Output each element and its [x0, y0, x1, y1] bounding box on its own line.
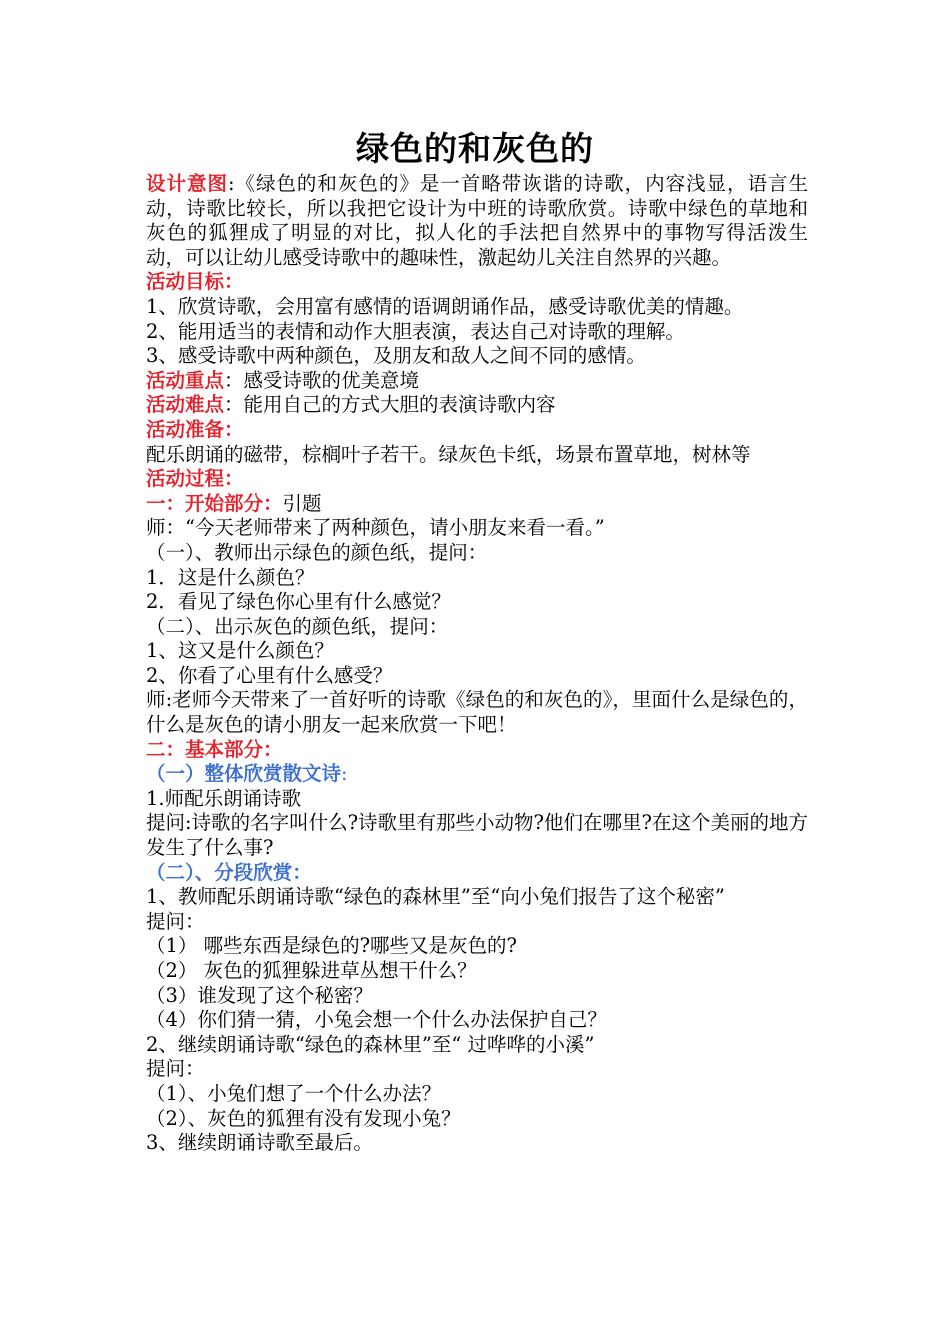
sub2-line: （4）你们猜一猜，小兔会想一个什么办法保护自己？	[146, 1008, 607, 1032]
design-intent-label: 设计意图	[146, 172, 228, 195]
part1-heading-line	[146, 492, 808, 517]
part1-line: 2、你看了心里有什么感受？	[146, 663, 393, 687]
sub2-heading: （二）、分段欣赏：	[146, 860, 312, 884]
sub1-question: 提问:诗歌的名字叫什么?诗歌里有那些小动物?他们在哪里?在这个美丽的地方发生了什么事?	[146, 811, 808, 860]
goal-item: 3、感受诗歌中两种颜色，及朋友和敌人之间不同的感情。	[146, 344, 646, 368]
design-intent-paragraph	[146, 172, 808, 270]
part2-heading: 二：基本部分：	[146, 737, 283, 761]
sub2-line: 2、继续朗诵诗歌“绿色的森林里”至“ 过哗哗的小溪”	[146, 1032, 595, 1056]
sub2-line: （1）、小兔们想了一个什么办法？	[146, 1081, 442, 1105]
prep-label: 活动准备	[146, 417, 225, 441]
part1-summary: 师:老师今天带来了一首好听的诗歌《绿色的和灰色的》，里面什么是绿色的，什么是灰色的请小朋友一起来欣赏一下吧！	[146, 688, 808, 737]
document-body	[146, 172, 808, 1156]
sub1-label: （一）整体欣赏散文诗	[146, 762, 342, 786]
part1-text: 引题	[282, 491, 322, 515]
design-intent-text: :《绿色的和灰色的》是一首略带诙谐的诗歌，内容浅显，语言生动，诗歌比较长，所以我把它设计为中班的诗歌欣赏。诗歌中绿色的草地和灰色的狐狸成了明显的对比，拟人化的手法把自然界中的事物写得活泼生动，可以让幼儿感受诗歌中的趣味性，激起幼儿关注自然界的兴趣。	[146, 172, 808, 269]
sub2-line: （2）、灰色的狐狸有没有发现小兔？	[146, 1106, 461, 1130]
difficulty-line	[146, 393, 808, 418]
sub2-line: （2） 灰色的狐狸躲进草丛想干什么？	[146, 959, 477, 982]
sub2-line: 提问：	[146, 909, 205, 933]
sub2-line: （1） 哪些东西是绿色的?哪些又是灰色的?	[146, 934, 518, 958]
sub1-line: 1.师配乐朗诵诗歌	[146, 786, 302, 810]
sub2-line: 3、继续朗诵诗歌至最后。	[146, 1131, 373, 1155]
sub2-step1: 1、教师配乐朗诵诗歌“绿色的森林里”至“向小兔们报告了这个秘密”	[146, 885, 725, 909]
focus-text: ：感受诗歌的优美意境	[224, 368, 420, 392]
part1-line: 2．看见了绿色你心里有什么感觉？	[146, 590, 451, 614]
goals-heading: 活动目标：	[146, 270, 244, 294]
sub1-colon: :	[341, 762, 348, 786]
focus-label: 活动重点	[146, 368, 225, 392]
goal-item: 1、欣赏诗歌，会用富有感情的语调朗诵作品，感受诗歌优美的情趣。	[146, 294, 744, 318]
goal-item: 2、能用适当的表情和动作大胆表演，表达自己对诗歌的理解。	[146, 319, 685, 343]
part1-line: 师：“今天老师带来了两种颜色，请小朋友来看一看。”	[146, 516, 605, 540]
prep-text: 配乐朗诵的磁带，棕榈叶子若干。绿灰色卡纸，场景布置草地，树林等	[146, 442, 751, 466]
prep-colon: ：	[224, 417, 244, 441]
sub2-line: 提问：	[146, 1057, 205, 1081]
part1-line: （二）、出示灰色的颜色纸，提问：	[146, 614, 449, 638]
part1-line: （一）、教师出示绿色的颜色纸，提问：	[146, 540, 488, 564]
sub1-heading-line	[146, 762, 808, 787]
focus-line	[146, 369, 808, 394]
difficulty-text: ：能用自己的方式大胆的表演诗歌内容	[224, 393, 556, 417]
prep-heading	[146, 418, 808, 443]
process-heading: 活动过程：	[146, 467, 244, 491]
part1-line: 1．这是什么颜色？	[146, 565, 315, 589]
sub2-line: （3）谁发现了这个秘密？	[146, 983, 373, 1007]
part1-label: 一：开始部分：	[146, 491, 283, 515]
document-title: 绿色的和灰色的	[356, 129, 594, 168]
difficulty-label: 活动难点	[146, 393, 225, 417]
part1-line: 1、这又是什么颜色？	[146, 639, 334, 663]
